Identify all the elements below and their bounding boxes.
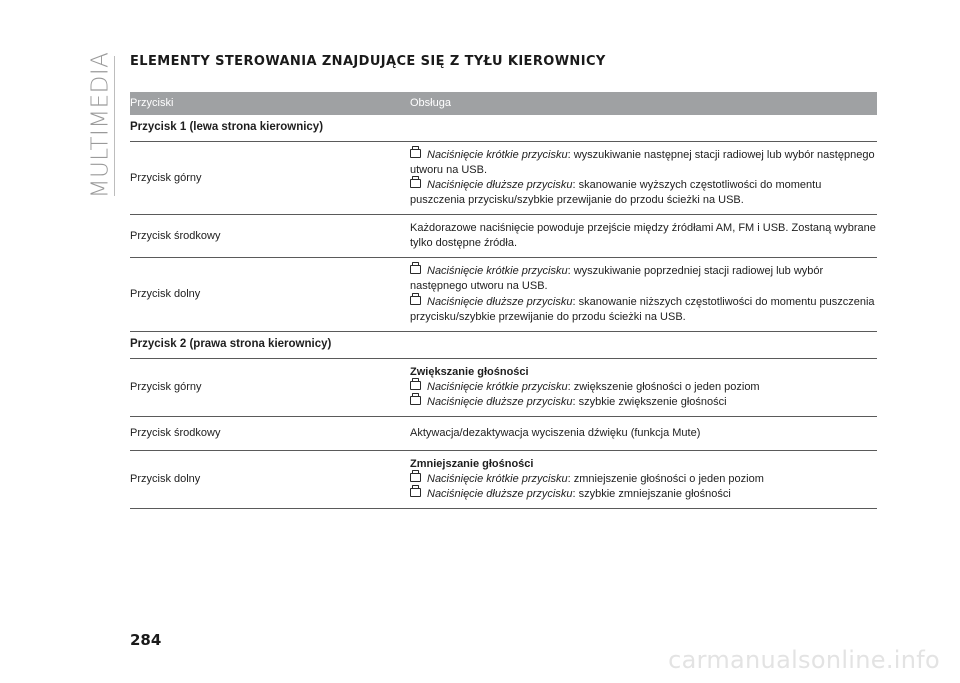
header-buttons: Przyciski: [130, 92, 410, 115]
list-item: [410, 178, 877, 208]
item-text: : wyszukiwanie następnej stacji radiowej lub wybór następnego utworu na USB.: [410, 149, 875, 177]
table-row: [130, 215, 877, 258]
table-row: [130, 450, 877, 508]
item-emphasis: Naciśnięcie krótkie przycisku: [427, 265, 568, 278]
table-row: [130, 258, 877, 331]
item-text: : skanowanie niższych częstotliwości do momentu puszczenia przycisku/szybkie przewijanie do przodu ścieżki na USB.: [410, 295, 875, 323]
table-row: [130, 416, 877, 450]
page-number: 284: [130, 631, 162, 649]
item-text: : szybkie zmniejszanie głośności: [572, 488, 731, 500]
row-description: [410, 358, 877, 416]
list-item: [410, 487, 877, 502]
steering-button-icon: [410, 473, 421, 482]
list-item: [410, 472, 877, 487]
page-title: ELEMENTY STEROWANIA ZNAJDUJĄCE SIĘ Z TYŁU KIEROWNICY: [130, 54, 606, 69]
item-emphasis: Naciśnięcie krótkie przycisku: [427, 472, 568, 485]
row-label: Przycisk górny: [130, 142, 410, 215]
item-text: : wyszukiwanie poprzedniej stacji radiowej lub wybór następnego utworu na USB.: [410, 265, 824, 293]
row-description: [410, 258, 877, 331]
item-emphasis: Naciśnięcie dłuższe przycisku: [427, 488, 573, 500]
table-header-row: [130, 92, 877, 115]
row-description: [410, 142, 877, 215]
table-row: [130, 358, 877, 416]
watermark: carmanualsonline.info: [668, 646, 940, 674]
list-item: [410, 264, 877, 294]
list-item: [410, 148, 877, 178]
table-row: [130, 142, 877, 215]
list-item: [410, 380, 877, 395]
section-title-2: Przycisk 2 (prawa strona kierownicy): [130, 331, 877, 358]
side-rule: [114, 56, 115, 196]
item-emphasis: Naciśnięcie dłuższe przycisku: [427, 395, 573, 408]
steering-button-icon: [410, 488, 421, 497]
item-text: : szybkie zwiększenie głośności: [572, 395, 727, 408]
list-item: [410, 395, 877, 410]
steering-button-icon: [410, 296, 421, 305]
steering-button-icon: [410, 396, 421, 405]
item-emphasis: Naciśnięcie krótkie przycisku: [427, 149, 568, 161]
row-description: [410, 450, 877, 508]
section-side-label: MULTIMEDIA: [87, 51, 114, 199]
row-label: Przycisk dolny: [130, 450, 410, 508]
item-emphasis: Naciśnięcie krótkie przycisku: [427, 380, 568, 393]
row-label: Przycisk środkowy: [130, 215, 410, 258]
item-text: : skanowanie wyższych częstotliwości do momentu puszczenia przycisku/szybkie przewijanie do przodu ścieżki na USB.: [410, 179, 822, 207]
item-emphasis: Naciśnięcie dłuższe przycisku: [427, 179, 573, 192]
steering-button-icon: [410, 149, 421, 158]
row-label: Przycisk środkowy: [130, 416, 410, 450]
item-text: : zmniejszenie głośności o jeden poziom: [567, 472, 764, 485]
controls-table: [130, 92, 877, 509]
row-heading: Zmniejszanie głośności: [410, 457, 534, 470]
row-label: Przycisk górny: [130, 358, 410, 416]
item-text: : zwiększenie głośności o jeden poziom: [567, 380, 760, 393]
row-description: Aktywacja/dezaktywacja wyciszenia dźwięku (funkcja Mute): [410, 416, 877, 450]
item-emphasis: Naciśnięcie dłuższe przycisku: [427, 295, 573, 308]
row-description: Każdorazowe naciśnięcie powoduje przejście między źródłami AM, FM i USB. Zostaną wybrane tylko dostępne źródła.: [410, 215, 877, 258]
row-heading: Zwiększanie głośności: [410, 365, 529, 378]
header-operation: Obsługa: [410, 92, 877, 115]
steering-button-icon: [410, 381, 421, 390]
section-row: [130, 115, 877, 142]
row-label: Przycisk dolny: [130, 258, 410, 331]
steering-button-icon: [410, 265, 421, 274]
section-row: [130, 331, 877, 358]
list-item: [410, 295, 877, 325]
steering-button-icon: [410, 179, 421, 188]
section-title-1: Przycisk 1 (lewa strona kierownicy): [130, 115, 877, 142]
